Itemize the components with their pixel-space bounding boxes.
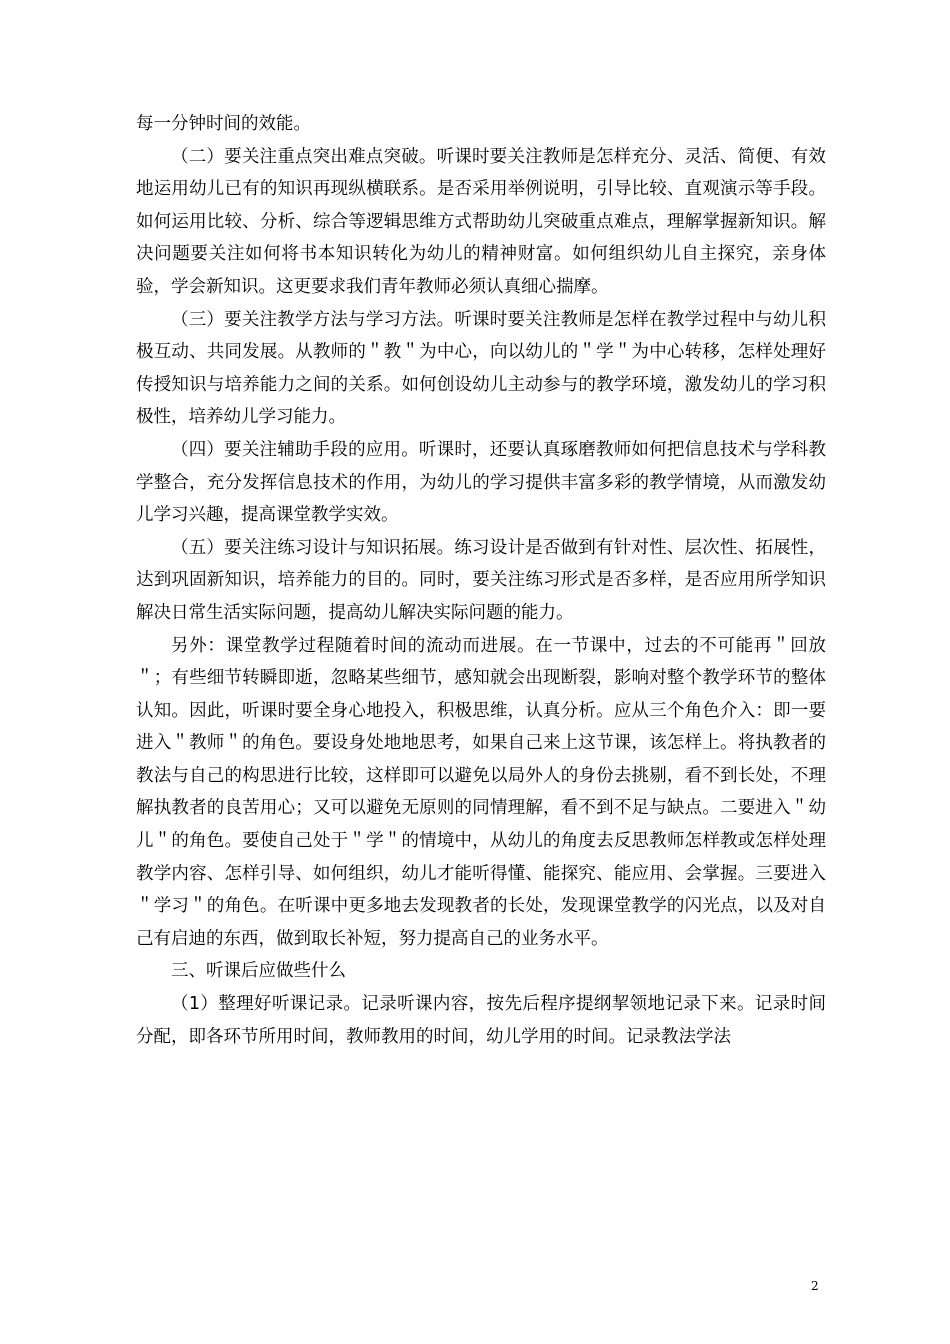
body-text — [136, 108, 826, 1053]
paragraph-organize-notes: （1）整理好听课记录。记录听课内容，按先后程序提纲挈领地记录下来。记录时间分配，即各环节所用时间，教师教用的时间，幼儿学用的时间。记录教法学法 — [136, 994, 826, 1047]
paragraph-auxiliary-means: （四）要关注辅助手段的应用。听课时，还要认真琢磨教师如何把信息技术与学科教学整合，充分发挥信息技术的作用，为幼儿的学习提供丰富多彩的教学情境，从而激发幼儿学习兴趣，提高课堂教学实效。 — [136, 439, 826, 526]
paragraph-exercise-design: （五）要关注练习设计与知识拓展。练习设计是否做到有针对性、层次性、拓展性，达到巩固新知识，培养能力的目的。同时，要关注练习形式是否多样，是否应用所学知识解决日常生活实际问题，提高幼儿解决实际问题的能力。 — [136, 537, 826, 623]
paragraph-key-points: （二）要关注重点突出难点突破。听课时要关注教师是怎样充分、灵活、简便、有效地运用幼儿已有的知识再现纵横联系。是否采用举例说明，引导比较、直观演示等手段。如何运用比较、分析、综合等逻辑思维方式帮助幼儿突破重点难点，理解掌握新知识。解决问题要关注如何将书本知识转化为幼儿的精神财富。如何组织幼儿自主探究，亲身体验，学会新知识。这更要求我们青年教师必须认真细心揣摩。 — [136, 146, 826, 297]
page-number: 2 — [811, 1279, 819, 1293]
section-heading-after-class: 三、听课后应做些什么 — [171, 961, 346, 982]
paragraph-additional-notes: 另外：课堂教学过程随着时间的流动而进展。在一节课中，过去的不可能再＂回放＂；有些细节转瞬即逝，忽略某些细节，感知就会出现断裂，影响对整个教学环节的整体认知。因此，听课时要全身心地投入，积极思维，认真分析。应从三个角色介入：即一要进入＂教师＂的角色。要设身处地地思考，如果自己来上这节课，该怎样上。将执教者的教法与自己的构思进行比较，这样即可以避免以局外人的身份去挑剔，看不到长处，不理解执教者的良苦用心；又可以避免无原则的同情理解，看不到不足与缺点。二要进入＂幼儿＂的角色。要使自己处于＂学＂的情境中，从幼儿的角度去反思教师怎样教或怎样处理教学内容、怎样引导、如何组织，幼儿才能听得懂、能探究、能应用、会掌握。三要进入＂学习＂的角色。在听课中更多地去发现教者的长处，发现课堂教学的闪光点，以及对自己有启迪的东西，做到取长补短，努力提高自己的业务水平。 — [136, 635, 826, 949]
paragraph-continuation: 每一分钟时间的效能。 — [136, 114, 311, 134]
paragraph-teaching-methods: （三）要关注教学方法与学习方法。听课时要关注教师是怎样在教学过程中与幼儿积极互动、共同发展。从教师的＂教＂为中心，向以幼儿的＂学＂为中心转移，怎样处理好传授知识与培养能力之间的关系。如何创设幼儿主动参与的教学环境，激发幼儿的学习积极性，培养幼儿学习能力。 — [136, 309, 826, 428]
